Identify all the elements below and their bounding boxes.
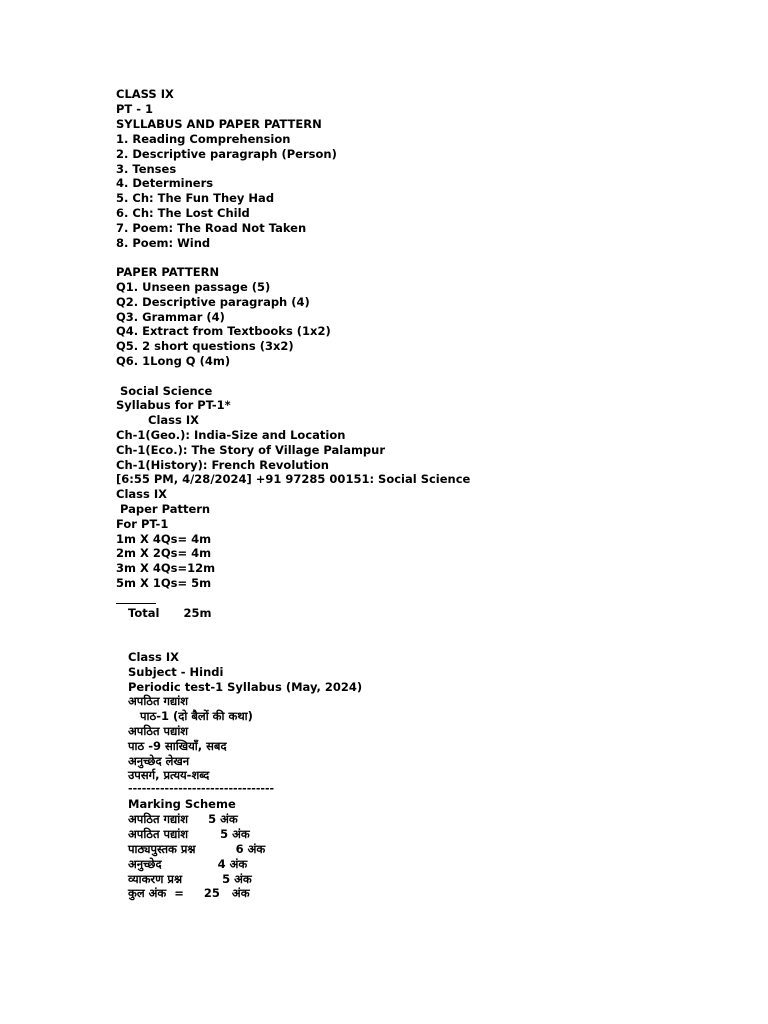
hindi-scheme-row: अपठित गद्यांश 5 अंक xyxy=(128,812,238,826)
hindi-scheme-row: व्याकरण प्रश्न 5 अंक xyxy=(128,872,252,886)
english-pattern-item: Q2. Descriptive paragraph (4) xyxy=(116,295,310,309)
hindi-scheme-row: अपठित पद्यांश 5 अंक xyxy=(128,827,250,841)
hindi-divider: -------------------------------- xyxy=(128,782,275,795)
ss-subject: Social Science xyxy=(116,384,213,398)
english-pattern-heading: PAPER PATTERN xyxy=(116,265,220,279)
ss-class2: Class IX xyxy=(116,487,167,501)
total-underline xyxy=(116,603,156,604)
hindi-syllabus-item: उपसर्ग, प्रत्यय-शब्द xyxy=(128,768,210,782)
ss-marks-row: 1m X 4Qs= 4m xyxy=(116,532,212,546)
english-heading: SYLLABUS AND PAPER PATTERN xyxy=(116,117,322,131)
ss-marks-row: 3m X 4Qs=12m xyxy=(116,561,216,575)
ss-total: Total 25m xyxy=(116,606,212,620)
hindi-scheme-row: अनुच्छेद 4 अंक xyxy=(128,857,248,871)
hindi-title: Periodic test-1 Syllabus (May, 2024) xyxy=(128,680,363,694)
ss-pattern-title: Paper Pattern xyxy=(116,502,211,516)
english-syllabus-item: 3. Tenses xyxy=(116,162,177,176)
hindi-syllabus-item: अपठित पद्यांश xyxy=(128,724,189,738)
hindi-scheme-row: पाठ्यपुस्तक प्रश्न 6 अंक xyxy=(128,842,266,856)
hindi-class: Class IX xyxy=(128,650,179,664)
hindi-syllabus-item: अपठित गद्यांश xyxy=(128,694,189,708)
english-syllabus-item: 2. Descriptive paragraph (Person) xyxy=(116,147,337,161)
ss-class: Class IX xyxy=(116,413,200,427)
ss-syllabus-title: Syllabus for PT-1* xyxy=(116,398,231,412)
ss-marks-row: 2m X 2Qs= 4m xyxy=(116,546,212,560)
hindi-syllabus-item: पाठ -9 साखियाँ, सबद xyxy=(128,739,227,753)
english-syllabus-item: 4. Determiners xyxy=(116,176,214,190)
hindi-scheme-total: कुल अंक = 25 अंक xyxy=(128,886,250,900)
english-pattern-item: Q1. Unseen passage (5) xyxy=(116,280,271,294)
hindi-subject: Subject - Hindi xyxy=(128,665,224,679)
hindi-scheme-title: Marking Scheme xyxy=(128,797,236,811)
ss-chapter: Ch-1(Eco.): The Story of Village Palampur xyxy=(116,443,386,457)
english-test: PT - 1 xyxy=(116,102,154,116)
english-syllabus-item: 5. Ch: The Fun They Had xyxy=(116,191,275,205)
ss-message-header: [6:55 PM, 4/28/2024] +91 97285 00151: Social Science xyxy=(116,472,471,486)
hindi-syllabus-item: अनुच्छेद लेखन xyxy=(128,754,190,768)
english-syllabus-item: 8. Poem: Wind xyxy=(116,236,211,250)
english-pattern-item: Q5. 2 short questions (3x2) xyxy=(116,339,294,353)
english-pattern-item: Q4. Extract from Textbooks (1x2) xyxy=(116,324,331,338)
ss-chapter: Ch-1(History): French Revolution xyxy=(116,458,329,472)
english-syllabus-item: 6. Ch: The Lost Child xyxy=(116,206,250,220)
english-pattern-item: Q3. Grammar (4) xyxy=(116,310,225,324)
ss-marks-row: 5m X 1Qs= 5m xyxy=(116,576,212,590)
hindi-syllabus-item: पाठ-1 (दो बैलों की कथा) xyxy=(128,709,253,723)
ss-chapter: Ch-1(Geo.): India-Size and Location xyxy=(116,428,346,442)
english-syllabus-item: 7. Poem: The Road Not Taken xyxy=(116,221,307,235)
english-syllabus-item: 1. Reading Comprehension xyxy=(116,132,291,146)
english-pattern-item: Q6. 1Long Q (4m) xyxy=(116,354,231,368)
ss-pattern-for: For PT-1 xyxy=(116,517,169,531)
english-class: CLASS IX xyxy=(116,87,174,101)
